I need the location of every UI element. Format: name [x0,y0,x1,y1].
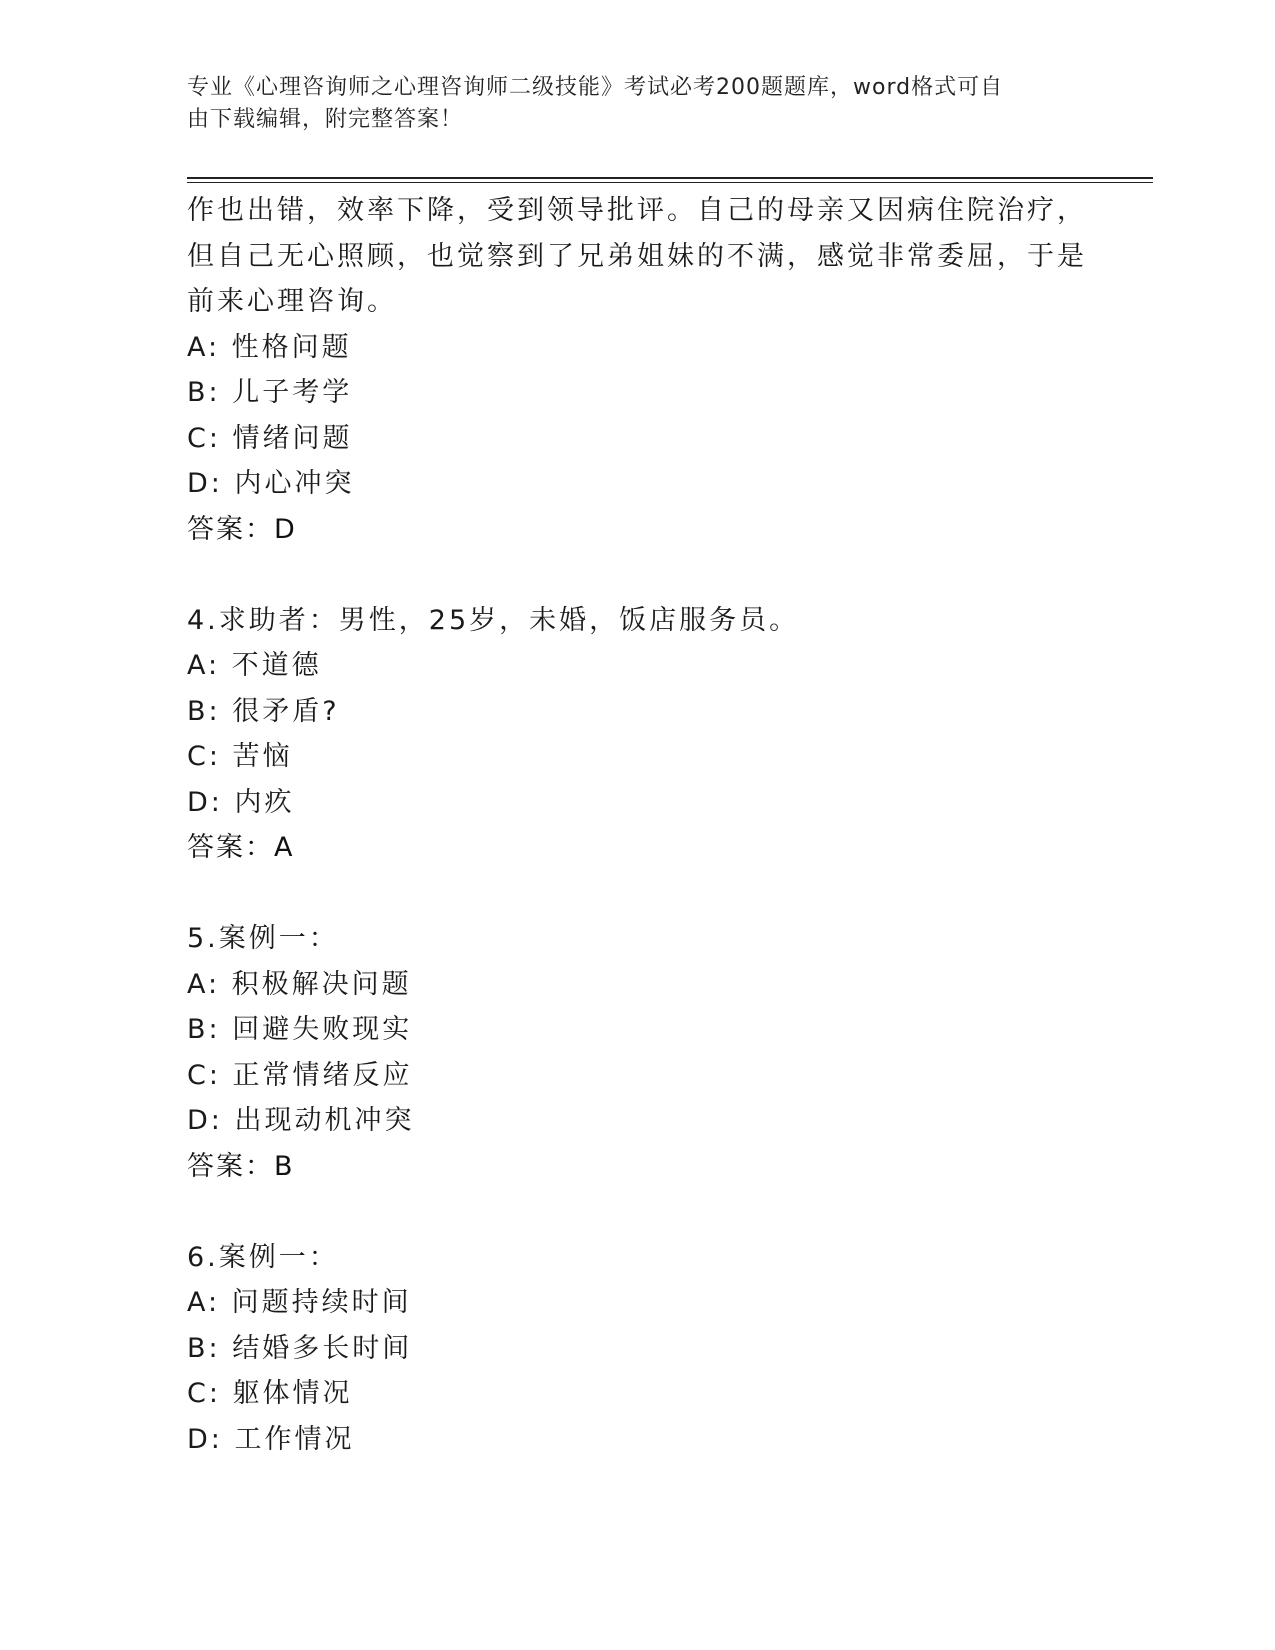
option-b: B: 结婚多长时间 [187,1332,413,1364]
question-4 [187,598,1087,871]
option-c: C: 正常情绪反应 [187,1059,413,1091]
question-content [187,188,1087,1462]
option-d: D: 工作情况 [187,1423,355,1455]
answer-label: 答案：D [187,513,297,545]
option-d: D: 内疚 [187,786,295,818]
question-stem-line: 作也出错，效率下降，受到领导批评。自己的母亲又因病住院治疗， [187,195,1087,226]
option-c: C: 躯体情况 [187,1378,353,1409]
option-b: B: 回避失败现实 [187,1014,413,1045]
option-a: A: 积极解决问题 [187,968,412,1000]
option-a: A: 不道德 [187,650,322,681]
spacer [187,1189,1087,1235]
option-d: D: 内心冲突 [187,468,355,499]
question-stem: 6.案例一： [187,1241,339,1273]
answer-label: 答案：B [187,1150,295,1182]
question-stem: 4.求助者：男性，25岁，未婚，饭店服务员。 [187,604,800,636]
header-title-line-1: 专业《心理咨询师之心理咨询师二级技能》考试必考200题题库，word格式可自 [187,75,1004,100]
option-b: B: 儿子考学 [187,377,353,408]
option-b: B: 很矛盾? [187,695,340,727]
spacer [187,871,1087,917]
answer-label: 答案：A [187,832,295,863]
header-divider-thin [187,182,1153,183]
option-d: D: 出现动机冲突 [187,1105,415,1136]
question-stem-line: 但自己无心照顾，也觉察到了兄弟姐妹的不满，感觉非常委屈，于是 [187,240,1087,272]
spacer [187,552,1087,598]
document-header [187,72,1067,136]
header-divider-thick [187,177,1153,179]
question-3-continued [187,188,1087,552]
option-a: A: 性格问题 [187,331,352,363]
option-c: C: 情绪问题 [187,422,353,454]
question-5 [187,916,1087,1189]
option-c: C: 苦恼 [187,741,293,772]
question-6 [187,1235,1087,1463]
question-stem-line: 前来心理咨询。 [187,286,397,317]
option-a: A: 问题持续时间 [187,1287,412,1318]
header-title-line-2: 由下载编辑，附完整答案！ [187,107,464,132]
question-stem: 5.案例一： [187,923,339,954]
